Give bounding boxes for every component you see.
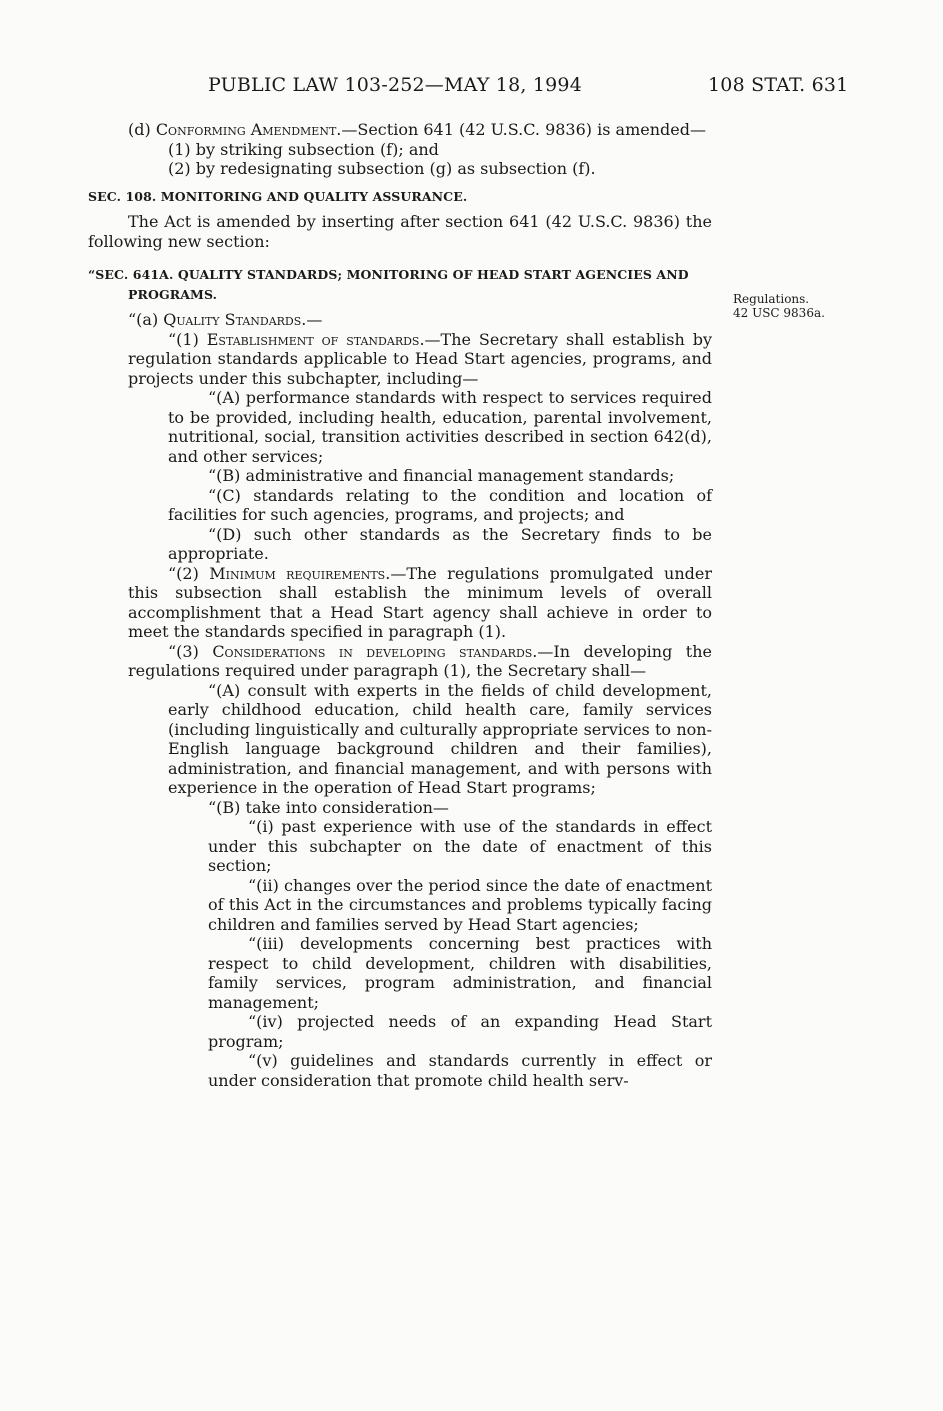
paragraph-d1: (1) by striking subsection (f); and: [168, 139, 439, 159]
paragraph-d-conforming-amendment: (d) Conforming Amendment.—Section 641 (42 U.S.C. 9836) is amended—: [128, 120, 706, 139]
section-641a-heading: “SEC. 641A. QUALITY STANDARDS; MONITORING OF HEAD START AGENCIES AND PROGRAMS.: [88, 267, 689, 302]
subparagraph-A: “(A) performance standards with respect to services required to be provided, including health, education, parental involvement, nutritional, social, transition activities described in section 642(d), and other services;: [168, 388, 712, 466]
subparagraph-3B: “(B) take into consideration—: [208, 797, 449, 817]
run-in-heading: Establishment of standards.: [206, 329, 425, 349]
paragraph-a2: “(2) Minimum requirements.—The regulations promulgated under this subsection shall establish the minimum levels of overall accomplishment that a Head Start agency shall achieve in order to meet the standards specified in paragraph (1).: [128, 563, 713, 641]
running-head-page-number: 108 STAT. 631: [708, 74, 849, 96]
paragraph-a1: “(1) Establishment of standards.—The Secretary shall establish by regulation standards applicable to Head Start agencies, programs, and projects under this subchapter, including—: [128, 329, 712, 388]
subsection-a-heading: “(a) Quality Standards.—: [128, 310, 323, 329]
clause-iv: “(iv) projected needs of an expanding Head Start program;: [208, 1012, 712, 1051]
document-body: [88, 120, 712, 1090]
clause-iii: “(iii) developments concerning best practices with respect to child development, children with disabilities, family services, program administration, and financial management;: [208, 934, 712, 1012]
subparagraph-3A: “(A) consult with experts in the fields of child development, early childhood education, child health care, family services (including linguistically and culturally appropriate services to non-English language background children and their families), administration, and financial management, and with persons with experience in the operation of Head Start programs;: [168, 680, 712, 797]
run-in-heading: Considerations in developing standards.: [212, 641, 538, 661]
running-head-title: PUBLIC LAW 103-252—MAY 18, 1994: [208, 74, 583, 96]
subparagraph-D: “(D) such other standards as the Secretary finds to be appropriate.: [168, 524, 712, 563]
run-in-heading: Quality Standards.: [163, 310, 307, 329]
margin-note-regulations: Regulations.: [733, 292, 810, 306]
section-108-heading: SEC. 108. MONITORING AND QUALITY ASSURANCE.: [88, 188, 468, 204]
clause-v: “(v) guidelines and standards currently in effect or under consideration that promote child health serv-: [208, 1051, 712, 1090]
margin-note: [733, 292, 825, 320]
paragraph-d2: (2) by redesignating subsection (g) as subsection (f).: [168, 159, 596, 178]
paragraph-a3: “(3) Considerations in developing standards.—In developing the regulations required under paragraph (1), the Secretary shall—: [128, 641, 713, 680]
section-108-text: The Act is amended by inserting after section 641 (42 U.S.C. 9836) the following new section:: [88, 212, 712, 251]
run-in-heading: Minimum requirements.: [209, 563, 391, 583]
clause-ii: “(ii) changes over the period since the date of enactment of this Act in the circumstances and problems typically facing children and families served by Head Start agencies;: [208, 875, 712, 934]
subparagraph-C: “(C) standards relating to the condition and location of facilities for such agencies, programs, and projects; and: [168, 485, 712, 524]
subparagraph-B: “(B) administrative and financial management standards;: [208, 466, 675, 485]
run-in-heading: Conforming Amendment.: [155, 120, 342, 139]
clause-i: “(i) past experience with use of the standards in effect under this subchapter on the date of enactment of this section;: [208, 817, 712, 875]
margin-note-usc-citation: 42 USC 9836a.: [733, 306, 825, 320]
